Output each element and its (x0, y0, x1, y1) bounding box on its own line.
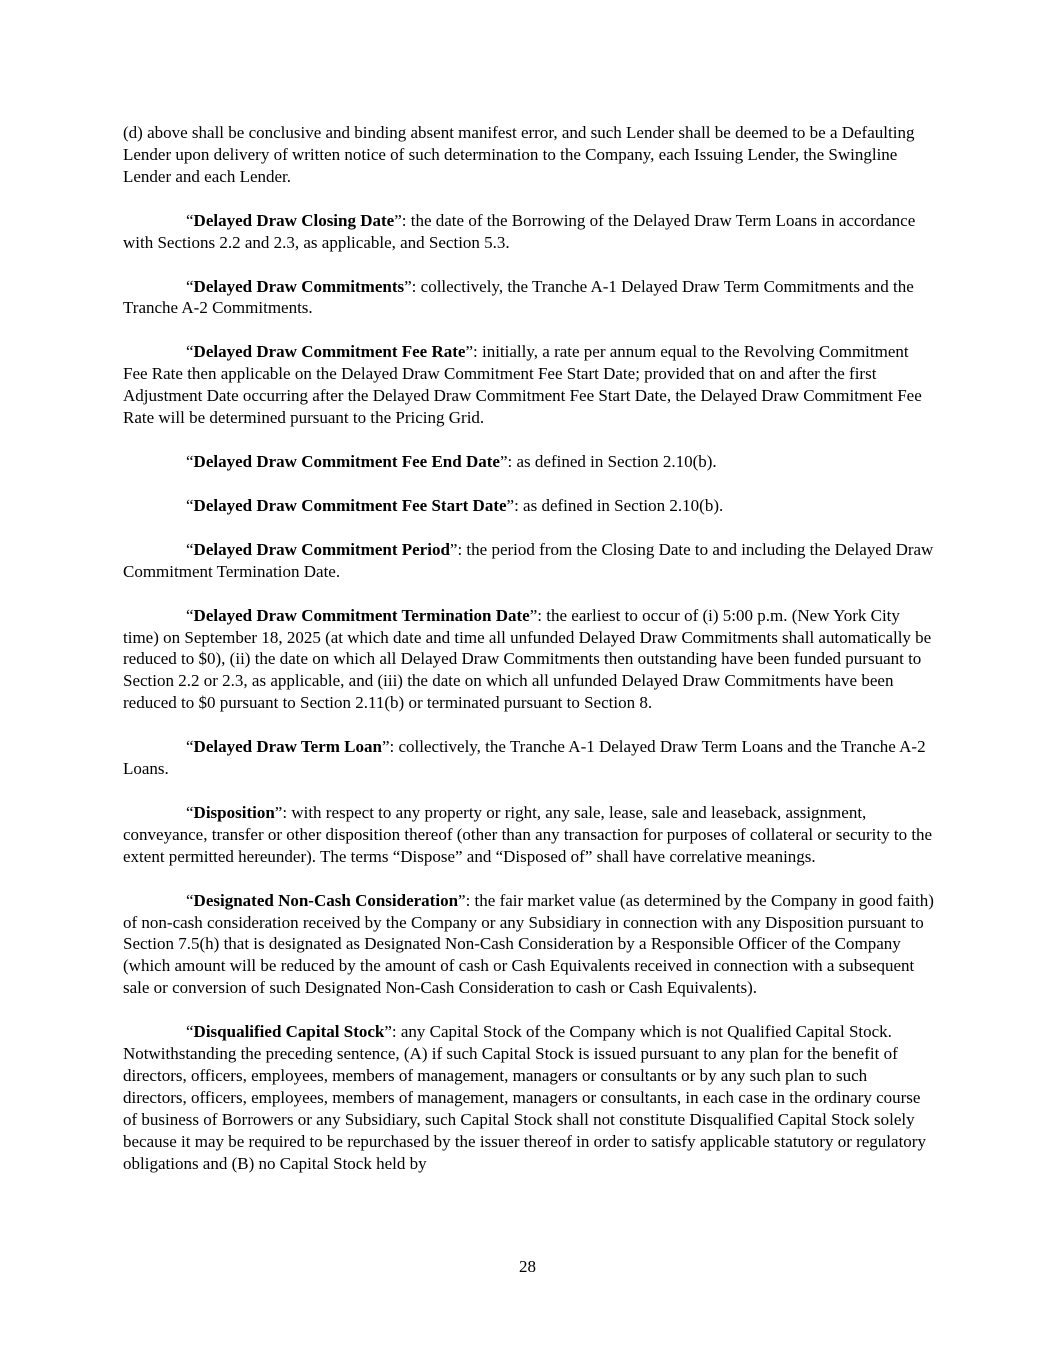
paragraph: “Delayed Draw Commitment Fee Start Date”: as defined in Section 2.10(b). (186, 495, 724, 515)
paragraph: “Disposition”: with respect to any property or right, any sale, lease, sale and leaseback, assignment, conveyance, transfer or other disposition thereof (other than any transaction for purposes of collateral or security to the extent permitted hereunder). The terms “Dispose” and “Disposed of” shall have correlative meanings. (123, 802, 933, 866)
defined-term: Delayed Draw Commitment Fee End Date (193, 451, 500, 471)
paragraph: “Designated Non-Cash Consideration”: the fair market value (as determined by the Company in good faith) of non-cash consideration received by the Company or any Subsidiary in connection with any Disposition pursuant to Section 7.5(h) that is designated as Designated Non-Cash Consideration by a Responsible Officer of the Company (which amount will be reduced by the amount of cash or Cash Equivalents received in connection with a subsequent sale or conversion of such Designated Non-Cash Consideration to cash or Cash Equivalents). (123, 890, 934, 998)
defined-term: Delayed Draw Commitment Fee Start Date (193, 495, 507, 515)
paragraph: (d) above shall be conclusive and binding absent manifest error, and such Lender shall be deemed to be a Defaulting Lender upon delivery of written notice of such determination to the Company, each Issuing Lender, the Swingline Lender and each Lender. (123, 123, 915, 186)
paragraph: “Delayed Draw Commitment Fee Rate”: initially, a rate per annum equal to the Revolving Commitment Fee Rate then applicable on the Delayed Draw Commitment Fee Start Date; provided that on and after the first Adjustment Date occurring after the Delayed Draw Commitment Fee Start Date, the Delayed Draw Commitment Fee Rate will be determined pursuant to the Pricing Grid. (123, 342, 922, 428)
defined-term: Delayed Draw Commitments (193, 276, 405, 296)
paragraph: “Delayed Draw Term Loan”: collectively, the Tranche A-1 Delayed Draw Term Loans and the Tranche A-2 Loans. (123, 737, 926, 779)
paragraph: “Disqualified Capital Stock”: any Capital Stock of the Company which is not Qualified Capital Stock. Notwithstanding the preceding sentence, (A) if such Capital Stock is issued pursuant to any plan for the benefit of directors, officers, employees, members of management, managers or consultants or by any such plan to such directors, officers, employees, members of management, managers or consultants, in each case in the ordinary course of business of Borrowers or any Subsidiary, such Capital Stock shall not constitute Disqualified Capital Stock solely because it may be required to be repurchased by the issuer thereof in order to satisfy applicable statutory or regulatory obligations and (B) no Capital Stock held by (123, 1022, 926, 1173)
page-number: 28 (519, 1257, 536, 1276)
defined-term: Delayed Draw Commitment Period (193, 539, 450, 559)
defined-term: Disposition (193, 802, 275, 822)
defined-term: Delayed Draw Commitment Termination Date (193, 605, 530, 625)
paragraph: “Delayed Draw Commitments”: collectively, the Tranche A-1 Delayed Draw Term Commitments and the Tranche A-2 Commitments. (123, 276, 914, 318)
defined-term: Disqualified Capital Stock (193, 1022, 385, 1042)
defined-term: Delayed Draw Closing Date (193, 210, 395, 230)
document-body (123, 122, 935, 1197)
paragraph: “Delayed Draw Commitment Fee End Date”: as defined in Section 2.10(b). (186, 451, 717, 471)
defined-term: Delayed Draw Commitment Fee Rate (193, 342, 466, 362)
paragraph: “Delayed Draw Commitment Period”: the period from the Closing Date to and including the Delayed Draw Commitment Termination Date. (123, 539, 934, 581)
paragraph: “Delayed Draw Commitment Termination Date”: the earliest to occur of (i) 5:00 p.m. (New York City time) on September 18, 2025 (at which date and time all unfunded Delayed Draw Commitments shall automatically be reduced to $0), (ii) the date on which all Delayed Draw Commitments then outstanding have been funded pursuant to Section 2.2 or 2.3, as applicable, and (iii) the date on which all unfunded Delayed Draw Commitments have been reduced to $0 pursuant to Section 2.11(b) or terminated pursuant to Section 8. (123, 605, 932, 713)
defined-term: Designated Non-Cash Consideration (193, 890, 459, 910)
defined-term: Delayed Draw Term Loan (193, 737, 382, 757)
paragraph: “Delayed Draw Closing Date”: the date of the Borrowing of the Delayed Draw Term Loans in accordance with Sections 2.2 and 2.3, as applicable, and Section 5.3. (123, 210, 916, 252)
